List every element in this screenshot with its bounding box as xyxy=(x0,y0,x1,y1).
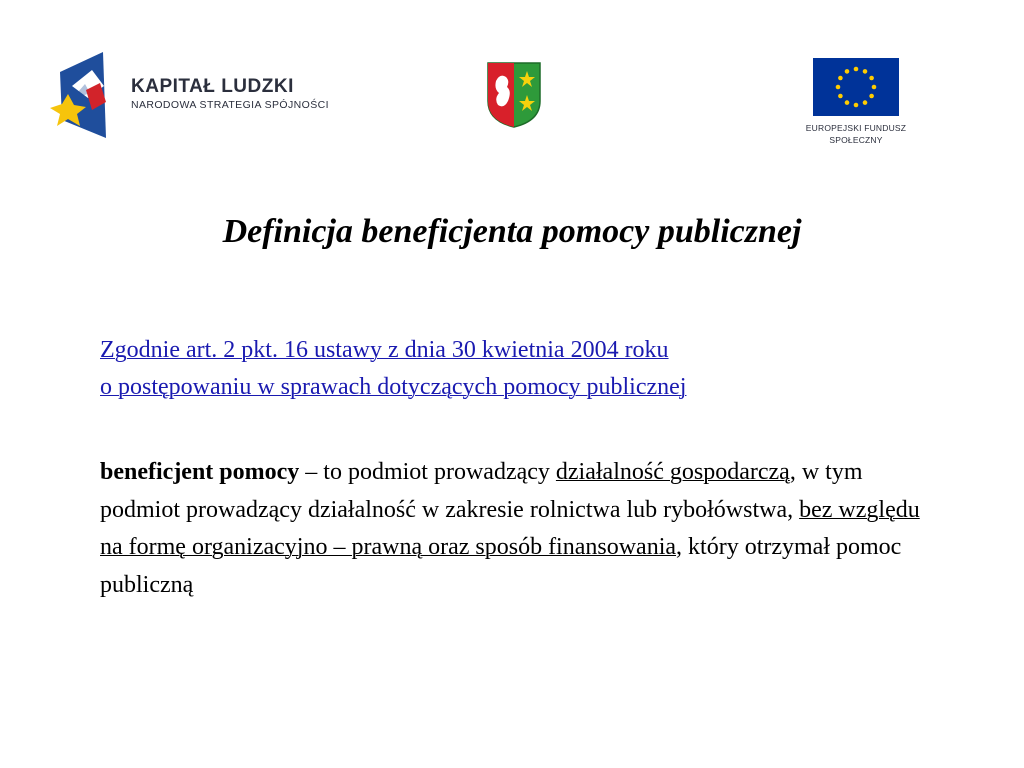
eu-fund-line-1: EUROPEJSKI FUNDUSZ xyxy=(805,123,907,133)
eu-fund-line-2: SPOŁECZNY xyxy=(829,135,883,145)
definition-underlined-2: bez względu na formę organizacyjno – prawną oraz sposób finansowania xyxy=(100,496,920,560)
kapital-ludzki-emblem-icon xyxy=(48,50,128,140)
slide-title: Definicja beneficjenta pomocy publicznej xyxy=(222,213,802,250)
definition-text-3: , który otrzymał pomoc publiczną xyxy=(100,534,902,598)
definition-paragraph xyxy=(100,454,930,604)
kapital-ludzki-subtitle: NARODOWA STRATEGIA SPÓJNOŚCI xyxy=(131,99,329,111)
definition-underlined-1: działalność gospodarczą xyxy=(555,459,790,485)
coat-of-arms-icon xyxy=(486,61,542,129)
coat-of-arms-logo xyxy=(486,61,542,129)
eu-logo xyxy=(800,58,910,153)
eu-flag-icon xyxy=(813,58,899,116)
definition-text-2: , w tym podmiot prowadzący działalność w zakresie rolnictwa lub rybołówstwa, xyxy=(100,459,863,523)
law-reference-link[interactable] xyxy=(100,337,686,400)
kapital-ludzki-logo xyxy=(48,50,358,140)
kapital-ludzki-title: KAPITAŁ LUDZKI xyxy=(131,76,294,97)
law-reference xyxy=(100,332,920,406)
definition-term: beneficjent pomocy xyxy=(100,459,300,485)
law-reference-line-2: o postępowaniu w sprawach dotyczących pomocy publicznej xyxy=(100,374,687,400)
definition-text-1: – to podmiot prowadzący xyxy=(299,459,556,485)
law-reference-line-1: Zgodnie art. 2 pkt. 16 ustawy z dnia 30 kwietnia 2004 roku xyxy=(100,337,669,363)
